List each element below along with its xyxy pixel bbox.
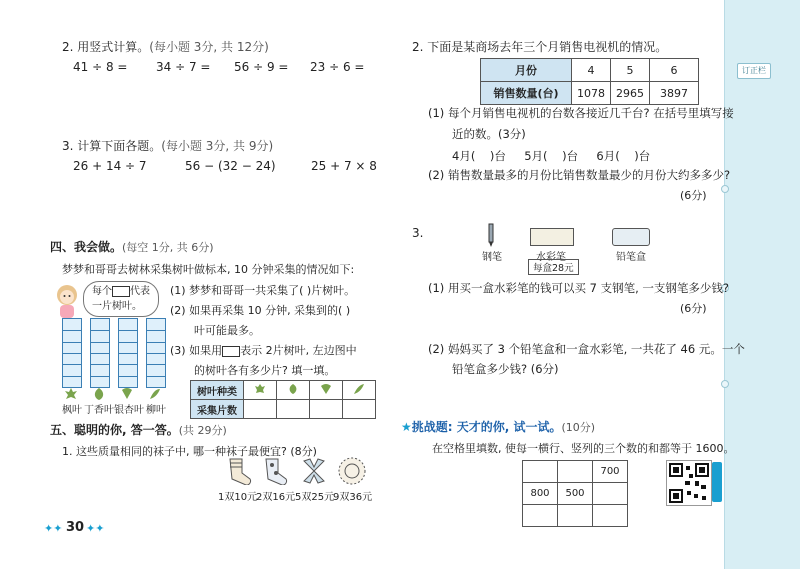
- sock-price: 5双25元: [295, 492, 335, 503]
- section4-title: 四、我会做。: [50, 240, 123, 254]
- r-q3-sub1-score: (6分): [680, 302, 707, 315]
- grid-cell[interactable]: [593, 505, 628, 527]
- bar-cell-divider: [91, 376, 109, 377]
- leaf-label: 枫叶: [62, 405, 82, 416]
- division-item: 34 ÷ 7 =: [156, 60, 211, 74]
- division-item: 23 ÷ 6 =: [310, 60, 365, 74]
- r-q2-sub2-score: (6分): [680, 189, 707, 202]
- grid-cell: 800: [523, 483, 558, 505]
- q2-heading: [62, 38, 269, 55]
- table-cell: 1078: [572, 82, 611, 105]
- calc-item: 25 + 7 × 8: [311, 159, 377, 173]
- r-q2-title: 2. 下面是某商场去年三个月销售电视机的情况。: [412, 40, 668, 54]
- table-header: 月份: [481, 59, 572, 82]
- table-cell: 4: [572, 59, 611, 82]
- willow-bar: [146, 318, 166, 388]
- bar-cell-divider: [63, 330, 81, 331]
- bubble-text-c: 一片树叶。: [92, 301, 142, 312]
- leaf-label: 银杏叶: [114, 405, 144, 416]
- section5-score: (共 29分): [178, 424, 227, 437]
- section4-intro: 梦梦和哥哥去树林采集树叶做标本, 10 分钟采集的情况如下:: [62, 263, 355, 276]
- table-cell: 2965: [611, 82, 650, 105]
- s4-question-2a: (2) 如果再采集 10 分钟, 采集到的( ): [170, 304, 351, 317]
- section5-heading: [50, 421, 227, 438]
- challenge-description: 在空格里填数, 使每一横行、竖列的三个数的和都等于 1600。: [432, 442, 735, 455]
- q3-heading: [62, 137, 273, 154]
- grid-cell: 700: [593, 461, 628, 483]
- r-q2-blanks: 4月( )台 5月( )台 6月( )台: [452, 149, 651, 163]
- page-number-decoration: ✦✦: [86, 522, 105, 535]
- r-q3-sub2a: (2) 妈妈买了 3 个铅笔盒和一盒水彩笔, 一共花了 46 元。一个: [428, 342, 745, 356]
- sock-price: 9双36元: [333, 492, 373, 503]
- bar-cell-divider: [119, 353, 137, 354]
- table-header: 销售数量(台): [481, 82, 572, 105]
- bar-cell-divider: [63, 376, 81, 377]
- maple-leaf-icon: [244, 381, 277, 400]
- square-symbol: [222, 346, 240, 357]
- bar-cell-divider: [147, 376, 165, 377]
- leaf-count-table: [190, 380, 376, 419]
- bar-cell-divider: [147, 353, 165, 354]
- maple-bar: [62, 318, 82, 388]
- bar-cell-divider: [119, 364, 137, 365]
- bar-cell-divider: [91, 330, 109, 331]
- q3-score: (每小题 3分, 共 9分): [161, 139, 274, 153]
- grid-cell[interactable]: [523, 505, 558, 527]
- binding-dot: [721, 380, 729, 388]
- qr-side-tab: [712, 462, 722, 502]
- pen-icon: [483, 222, 499, 251]
- calc-item: 56 − (32 − 24): [185, 159, 276, 173]
- bar-cell-divider: [119, 376, 137, 377]
- s4-question-3b: 的树叶各有多少片? 填一填。: [194, 364, 336, 377]
- pencil-box-label: 铅笔盒: [616, 252, 646, 263]
- r-q2-sub1b: 近的数。(3分): [452, 127, 526, 141]
- bar-cell-divider: [63, 342, 81, 343]
- q3a-suffix: 表示 2片树叶, 左边图中: [240, 344, 357, 357]
- division-item: 56 ÷ 9 =: [234, 60, 289, 74]
- ginkgo-bar: [118, 318, 138, 388]
- bubble-text-a: 每个: [92, 286, 112, 297]
- s4-question-3a: [170, 342, 357, 358]
- table-cell: 5: [611, 59, 650, 82]
- section5-title: 五、聪明的你, 答一答。: [50, 423, 179, 437]
- s5-question-1: 1. 这些质量相同的袜子中, 哪一种袜子最便宜? (8分): [62, 445, 317, 458]
- r-q2-sub2: (2) 销售数量最多的月份比销售数量最少的月份大约多多少?: [428, 168, 731, 182]
- count-answer-cell[interactable]: [244, 400, 277, 419]
- bar-cell-divider: [119, 330, 137, 331]
- pattern-sock-icon: [260, 457, 292, 488]
- bar-cell-divider: [119, 342, 137, 343]
- q2-score: (每小题 3分, 共 12分): [149, 40, 269, 54]
- magic-square-grid: [522, 460, 628, 527]
- watercolor-pen-price: 每盒28元: [528, 259, 579, 275]
- s4-question-2b: 叶可能最多。: [194, 324, 260, 337]
- s4-question-1: (1) 梦梦和哥哥一共采集了( )片树叶。: [170, 284, 356, 297]
- bar-cell-divider: [147, 330, 165, 331]
- binding-dot: [721, 185, 729, 193]
- challenge-star-icon: ★: [401, 420, 412, 434]
- section4-heading: [50, 238, 214, 255]
- page-number-decoration: ✦✦: [44, 522, 63, 535]
- challenge-heading: [401, 418, 595, 435]
- speech-bubble: [83, 281, 159, 317]
- sock-price: 2双16元: [256, 492, 296, 503]
- division-item: 41 ÷ 8 =: [73, 60, 128, 74]
- watercolor-pen-icon: [530, 228, 574, 246]
- section4-score: (每空 1分, 共 6分): [122, 241, 214, 254]
- bar-cell-divider: [91, 364, 109, 365]
- challenge-title: 挑战题: 天才的你, 试一试。: [411, 420, 562, 434]
- bar-cell-divider: [91, 353, 109, 354]
- count-answer-cell[interactable]: [277, 400, 310, 419]
- square-symbol: [112, 286, 130, 297]
- calc-item: 26 + 14 ÷ 7: [73, 159, 147, 173]
- q3-title: 3. 计算下面各题。: [62, 139, 162, 153]
- count-answer-cell[interactable]: [343, 400, 376, 419]
- bar-cell-divider: [147, 342, 165, 343]
- sock-price: 1双10元: [218, 492, 258, 503]
- r-q3-number: 3.: [412, 226, 424, 240]
- grid-cell[interactable]: [558, 505, 593, 527]
- q3a-prefix: (3) 如果用: [170, 344, 223, 357]
- lilac-leaf-icon: [277, 381, 310, 400]
- page-number: 30: [66, 520, 85, 535]
- round-sock-icon: [336, 456, 368, 489]
- sidebar-tag: 订正栏: [737, 63, 771, 79]
- grid-cell: 500: [558, 483, 593, 505]
- ginkgo-leaf-icon: [310, 381, 343, 400]
- r-q3-sub1: (1) 用买一盒水彩笔的钱可以买 7 支钢笔, 一支钢笔多少钱?: [428, 281, 729, 295]
- grid-cell[interactable]: [593, 483, 628, 505]
- challenge-score: (10分): [561, 421, 596, 434]
- bubble-text-b: 代表: [130, 286, 150, 297]
- bar-cell-divider: [63, 364, 81, 365]
- grid-cell[interactable]: [523, 461, 558, 483]
- leaf-label: 柳叶: [146, 405, 166, 416]
- table-cell: 3897: [650, 82, 699, 105]
- q2-title: 2. 用竖式计算。: [62, 40, 150, 54]
- bar-cell-divider: [147, 364, 165, 365]
- flower-sock-icon: [298, 457, 330, 488]
- leaf-table-header: 树叶种类: [191, 381, 244, 400]
- correction-sidebar: [724, 0, 800, 569]
- qr-code-icon[interactable]: [666, 460, 712, 506]
- count-answer-cell[interactable]: [310, 400, 343, 419]
- lilac-bar: [90, 318, 110, 388]
- leaf-table-header: 采集片数: [191, 400, 244, 419]
- watercolor-pen-label: 水彩笔: [536, 252, 566, 263]
- table-cell: 6: [650, 59, 699, 82]
- bar-cell-divider: [91, 342, 109, 343]
- r-q2-sub1a: (1) 每个月销售电视机的台数各接近几千台? 在括号里填写接: [428, 106, 734, 120]
- willow-leaf-icon: [343, 381, 376, 400]
- grid-cell[interactable]: [558, 461, 593, 483]
- striped-sock-icon: [222, 457, 254, 488]
- r-q3-sub2b: 铅笔盒多少钱? (6分): [452, 362, 559, 376]
- tv-sales-table: [480, 58, 699, 105]
- leaf-label: 丁香叶: [84, 405, 114, 416]
- pencil-box-icon: [612, 228, 650, 246]
- pen-label: 钢笔: [482, 252, 502, 263]
- bar-cell-divider: [63, 353, 81, 354]
- girl-icon: [52, 283, 82, 319]
